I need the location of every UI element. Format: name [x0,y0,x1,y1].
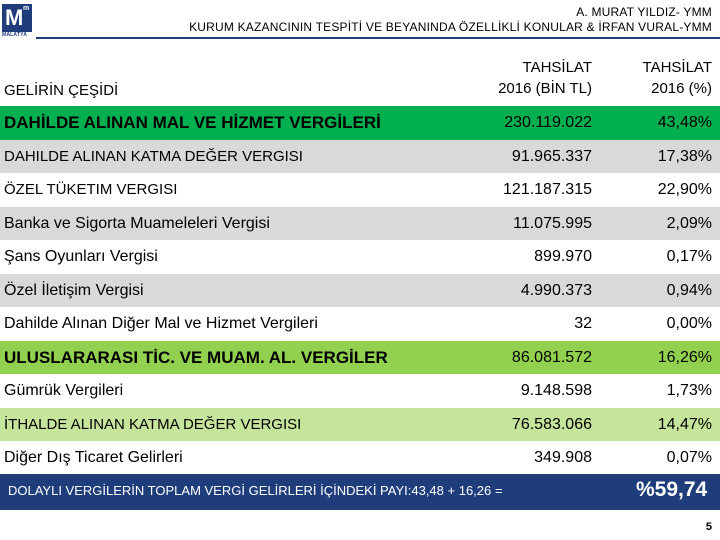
summary-value: %59,74 [636,478,708,501]
table-row [0,408,720,442]
table-row [0,374,720,408]
row-label: Diğer Dış Ticaret Gelirleri [4,449,183,466]
row-share: 22,90% [657,181,712,198]
page-number: 5 [705,521,712,533]
summary-text: DOLAYLI VERGİLERİN TOPLAM VERGİ GELİRLERİ İÇİNDEKİ PAYI:43,48 + 16,26 = [8,483,503,498]
logo-mark [2,4,32,32]
row-amount: 76.583.066 [511,415,592,433]
table-row [0,274,720,308]
row-share: 43,48% [657,114,712,131]
table-row [0,207,720,241]
table-row [0,106,720,140]
logo [2,4,32,38]
row-share: 16,26% [657,348,712,366]
row-amount: 32 [574,315,592,332]
row-label: ULUSLARARASI TİC. VE MUAM. AL. VERGİLER [4,347,388,367]
row-share: 14,47% [657,415,712,433]
row-label: ÖZEL TÜKETIM VERGISI [4,181,178,198]
row-label: Şans Oyunları Vergisi [4,248,158,265]
column-header-amount-line2: 2016 (BİN TL) [498,80,592,97]
revenue-table [0,106,720,475]
table-row [0,140,720,174]
row-share: 0,07% [666,449,712,466]
column-header-type: GELİRİN ÇEŞİDİ [4,82,119,99]
row-label: Banka ve Sigorta Muameleleri Vergisi [4,214,270,232]
column-header-amount-line1: TAHSİLAT [522,59,592,76]
row-label: Dahilde Alınan Diğer Mal ve Hizmet Vergileri [4,315,318,332]
table-row [0,173,720,207]
table-row [0,240,720,274]
row-amount: 230.119.022 [504,114,592,131]
row-label: Özel İletişim Vergisi [4,281,144,299]
row-share: 17,38% [657,147,712,165]
row-label: İTHALDE ALINAN KATMA DEĞER VERGISI [4,415,302,433]
row-amount: 349.908 [534,449,592,466]
header-author: A. MURAT YILDIZ- YMM [576,5,712,19]
header-divider [36,37,720,39]
column-header-amount [452,57,592,99]
row-label: DAHİLDE ALINAN MAL VE HİZMET VERGİLERİ [4,113,381,132]
row-amount: 86.081.572 [511,348,592,366]
column-header-share-line1: TAHSİLAT [642,59,712,76]
row-share: 0,00% [666,315,712,332]
table-row [0,307,720,341]
row-label: DAHILDE ALINAN KATMA DEĞER VERGISI [4,147,303,165]
header-title: KURUM KAZANCININ TESPİTİ VE BEYANINDA ÖZELLİKLİ KONULAR & İRFAN VURAL-YMM [189,20,712,34]
column-header-share-line2: 2016 (%) [651,80,712,97]
row-amount: 899.970 [534,248,592,265]
row-share: 2,09% [666,214,712,232]
row-amount: 4.990.373 [520,281,592,299]
row-amount: 91.965.337 [511,147,592,165]
row-amount: 121.187.315 [503,181,592,198]
table-row [0,441,720,475]
row-amount: 11.075.995 [513,214,592,232]
logo-caption: MALATYA [2,32,28,38]
row-share: 0,94% [666,281,712,299]
row-label: Gümrük Vergileri [4,382,124,399]
column-header-share [602,57,712,99]
logo-superscript: m [23,5,30,12]
table-row [0,341,720,375]
row-share: 1,73% [666,382,712,399]
summary-banner [0,474,720,510]
row-share: 0,17% [666,248,712,265]
logo-letter: M [5,5,24,30]
row-amount: 9.148.598 [520,382,592,399]
